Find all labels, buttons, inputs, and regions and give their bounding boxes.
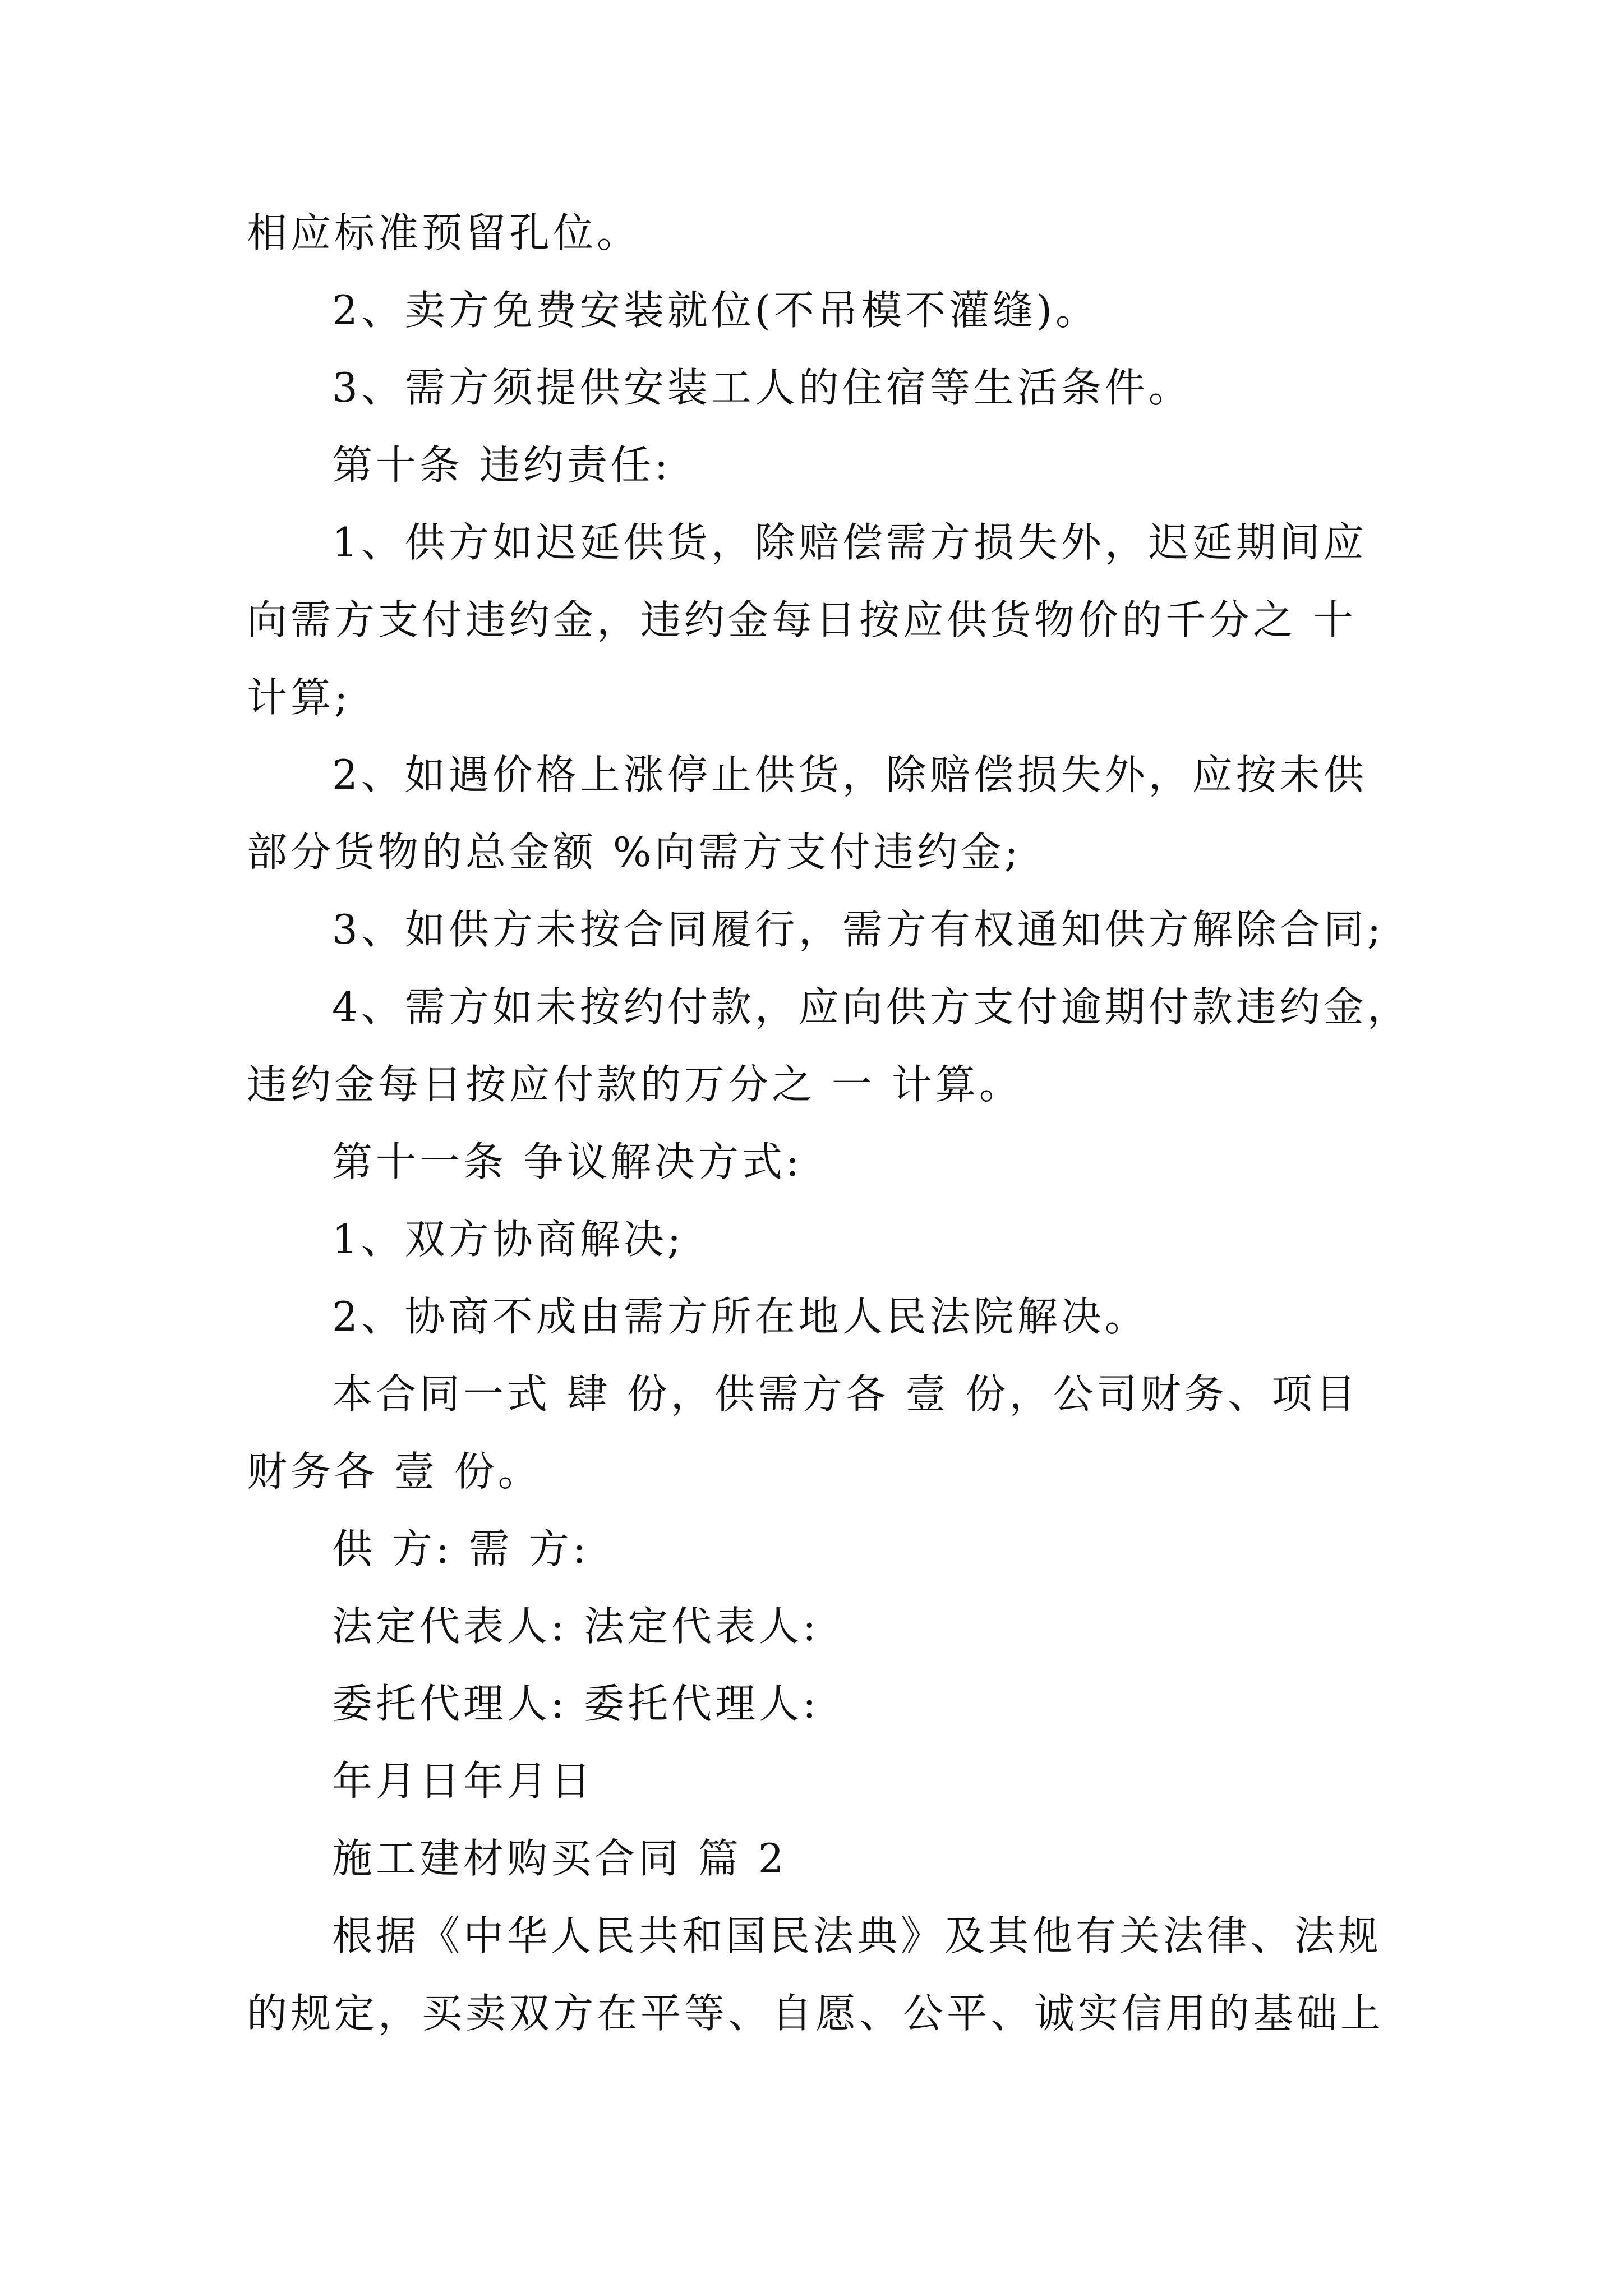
signature-parties: 供 方: 需 方: <box>332 1525 590 1572</box>
authorized-agent-line: 委托代理人: 委托代理人: <box>332 1680 820 1727</box>
text-line: 2、卖方免费安装就位(不吊模不灌缝)。 <box>332 287 1099 334</box>
text-line: 2、协商不成由需方所在地人民法院解决。 <box>332 1293 1149 1340</box>
section-title: 施工建材购买合同 篇 2 <box>332 1835 787 1882</box>
text-line: 向需方支付违约金，违约金每日按应供货物价的千分之 十 <box>247 596 1357 643</box>
text-line: 财务各 壹 份。 <box>247 1448 542 1495</box>
text-line: 本合同一式 肆 份，供需方各 壹 份，公司财务、项目 <box>332 1370 1359 1418</box>
text-line: 违约金每日按应付款的万分之 一 计算。 <box>247 1061 1023 1108</box>
text-line: 4、需方如未按约付款，应向供方支付逾期付款违约金， <box>332 983 1411 1030</box>
text-line: 1、供方如迟延供货，除赔偿需方损失外，迟延期间应 <box>332 519 1367 566</box>
text-line: 3、如供方未按合同履行，需方有权通知供方解除合同; <box>332 906 1385 953</box>
text-line: 部分货物的总金额 %向需方支付违约金; <box>247 829 1022 876</box>
section-heading: 第十条 违约责任: <box>332 441 672 489</box>
date-line: 年月日年月日 <box>332 1757 595 1805</box>
text-line: 1、双方协商解决; <box>332 1216 685 1263</box>
legal-representative-line: 法定代表人: 法定代表人: <box>332 1603 820 1650</box>
text-line: 2、如遇价格上涨停止供货，除赔偿损失外，应按未供 <box>332 751 1367 798</box>
text-line: 根据《中华人民共和国民法典》及其他有关法律、法规 <box>332 1912 1382 1959</box>
text-line: 的规定，买卖双方在平等、自愿、公平、诚实信用的基础上 <box>247 1990 1385 2037</box>
text-line: 计算; <box>247 674 352 721</box>
text-line: 相应标准预留孔位。 <box>247 209 641 256</box>
text-line: 3、需方须提供安装工人的住宿等生活条件。 <box>332 364 1192 411</box>
section-heading: 第十一条 争议解决方式: <box>332 1138 803 1185</box>
